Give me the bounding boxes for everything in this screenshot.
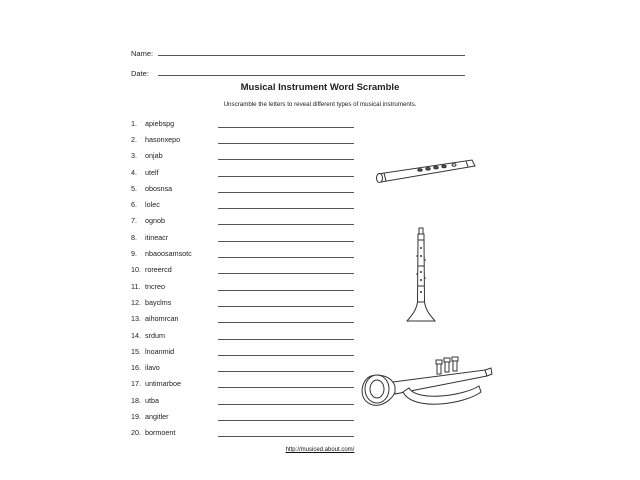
word-number: 9.	[131, 249, 137, 259]
answer-line[interactable]	[218, 387, 354, 388]
date-field-row	[131, 66, 465, 78]
word-number: 11.	[131, 281, 141, 291]
word-number: 16.	[131, 363, 141, 373]
name-field-row	[131, 46, 465, 58]
word-number: 7.	[131, 216, 137, 226]
answer-line[interactable]	[218, 290, 354, 291]
word-row	[131, 245, 354, 261]
scrambled-word: bayclms	[145, 297, 172, 307]
answer-line[interactable]	[218, 273, 354, 274]
word-number: 8.	[131, 232, 137, 242]
trumpet-icon	[355, 352, 495, 432]
word-row	[131, 376, 354, 392]
word-row	[131, 408, 354, 424]
answer-line[interactable]	[218, 257, 354, 258]
word-number: 17.	[131, 379, 141, 389]
name-label: Name:	[131, 49, 154, 58]
word-number: 15.	[131, 346, 141, 356]
word-number: 2.	[131, 134, 137, 144]
answer-line[interactable]	[218, 127, 354, 128]
answer-line[interactable]	[218, 420, 354, 421]
answer-line[interactable]	[218, 192, 354, 193]
word-number: 12.	[131, 297, 141, 307]
word-row	[131, 115, 354, 131]
scrambled-word: nbaoosamsotc	[145, 249, 192, 259]
scrambled-word: lnoanmid	[145, 346, 175, 356]
answer-line[interactable]	[218, 371, 354, 372]
scramble-word-list	[131, 115, 354, 441]
scrambled-word: untimarboe	[145, 379, 181, 389]
word-row	[131, 229, 354, 245]
scrambled-word: apiebspg	[145, 118, 175, 128]
word-number: 18.	[131, 395, 141, 405]
word-number: 20.	[131, 428, 141, 438]
scrambled-word: utba	[145, 395, 159, 405]
scrambled-word: lolec	[145, 200, 160, 210]
scrambled-word: aihomrcan	[145, 314, 179, 324]
scrambled-word: hasonxepo	[145, 134, 181, 144]
answer-line[interactable]	[218, 355, 354, 356]
word-number: 4.	[131, 167, 137, 177]
word-row	[131, 278, 354, 294]
worksheet-instructions: Unscramble the letters to reveal different types of musical instruments.	[223, 101, 417, 108]
name-input-line[interactable]	[158, 55, 465, 56]
word-row	[131, 343, 354, 359]
scrambled-word: angitler	[145, 411, 169, 421]
word-row	[131, 131, 354, 147]
scrambled-word: itineacr	[145, 232, 169, 242]
word-row	[131, 196, 354, 212]
word-number: 14.	[131, 330, 141, 340]
word-row	[131, 327, 354, 343]
word-row	[131, 180, 354, 196]
word-number: 19.	[131, 411, 141, 421]
answer-line[interactable]	[218, 322, 354, 323]
word-number: 3.	[131, 151, 137, 161]
scrambled-word: bormoent	[145, 428, 176, 438]
word-number: 6.	[131, 200, 137, 210]
date-input-line[interactable]	[158, 75, 465, 76]
answer-line[interactable]	[218, 339, 354, 340]
answer-line[interactable]	[218, 176, 354, 177]
word-number: 5.	[131, 183, 137, 193]
word-row	[131, 311, 354, 327]
word-row	[131, 148, 354, 164]
word-number: 1.	[131, 118, 137, 128]
word-row	[131, 425, 354, 441]
clarinet-icon	[402, 226, 440, 326]
scrambled-word: ilavo	[145, 363, 160, 373]
answer-line[interactable]	[218, 143, 354, 144]
source-link[interactable]: http://musiced.about.com/	[285, 447, 355, 453]
word-row	[131, 213, 354, 229]
answer-line[interactable]	[218, 404, 354, 405]
worksheet-title: Musical Instrument Word Scramble	[240, 82, 400, 93]
scrambled-word: ognob	[145, 216, 165, 226]
word-row	[131, 392, 354, 408]
word-row	[131, 359, 354, 375]
scrambled-word: tncreo	[145, 281, 165, 291]
word-row	[131, 294, 354, 310]
word-row	[131, 262, 354, 278]
answer-line[interactable]	[218, 436, 354, 437]
answer-line[interactable]	[218, 224, 354, 225]
scrambled-word: obosnsa	[145, 183, 173, 193]
flute-icon	[370, 156, 482, 192]
word-number: 13.	[131, 314, 141, 324]
scrambled-word: onjab	[145, 151, 163, 161]
date-label: Date:	[131, 69, 149, 78]
answer-line[interactable]	[218, 208, 354, 209]
answer-line[interactable]	[218, 306, 354, 307]
answer-line[interactable]	[218, 159, 354, 160]
scrambled-word: srdum	[145, 330, 165, 340]
word-row	[131, 164, 354, 180]
answer-line[interactable]	[218, 241, 354, 242]
scrambled-word: roreercd	[145, 265, 172, 275]
scrambled-word: utelf	[145, 167, 159, 177]
word-number: 10.	[131, 265, 141, 275]
